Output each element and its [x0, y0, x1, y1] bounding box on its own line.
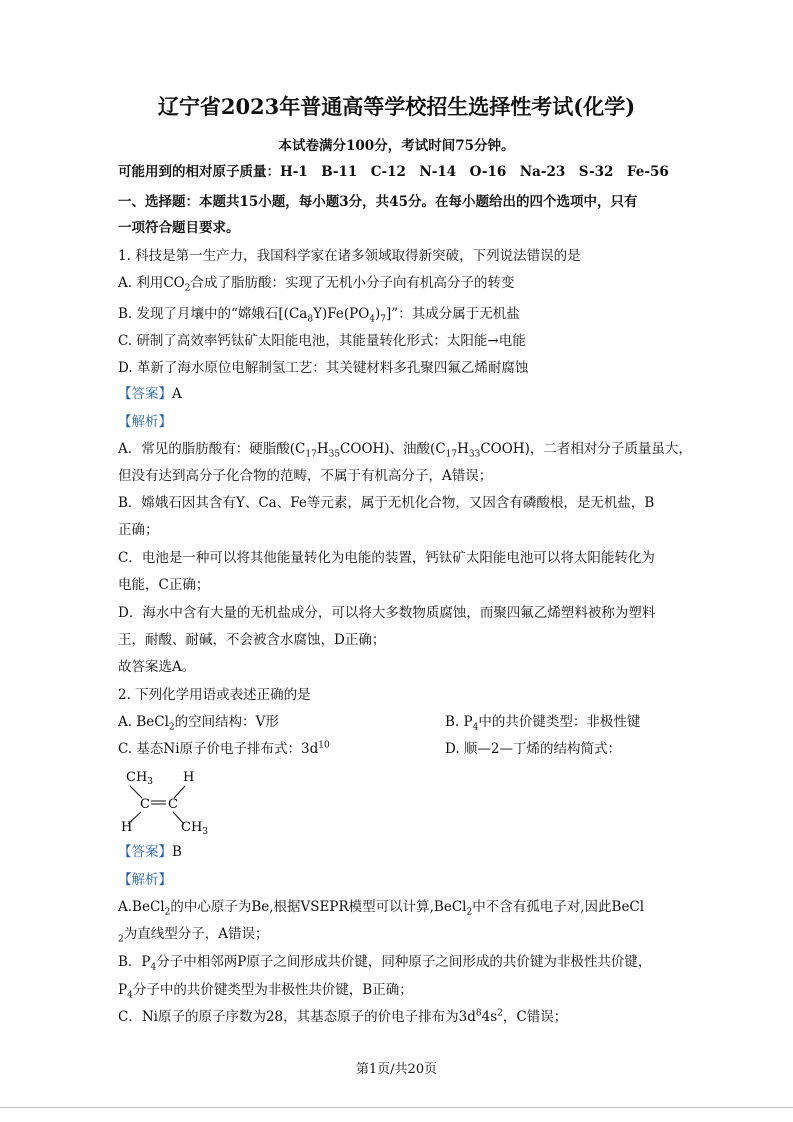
atomic-masses: 可能用到的相对原子质量：H-1 B-11 C-12 N-14 O-16 Na-23 S-32 Fe-56 [118, 164, 669, 180]
q1-analysis-b-line2: 正确； [118, 522, 159, 538]
q1-option-c: C. 研制了高效率钙钛矿太阳能电池，其能量转化形式：太阳能→电能 [118, 333, 526, 349]
q1-analysis-tag: 【解析】 [118, 414, 172, 430]
structure-ch3-top: $CH_3$ [126, 770, 154, 787]
q2-analysis-a-line1: A.BeCl$_2$的中心原子为Be,根据VSEPR模型可以计算,BeCl$_2$中不含有孤电子对,因此BeCl [118, 899, 645, 918]
structure-c-left: C [140, 797, 150, 812]
cis-2-butene-structure [112, 764, 222, 836]
q1-stem: 1. 科技是第一生产力，我国科学家在诸多领域取得新突破，下列说法错误的是 [118, 248, 581, 264]
q2-analysis-tag: 【解析】 [118, 872, 172, 888]
q2-analysis-c: C．Ni原子的原子序数为28，其基态原子的价电子排布为$3d^84s^2$，C错误； [118, 1008, 568, 1025]
q1-analysis-a-line2: 但没有达到高分子化合物的范畴，不属于有机高分子，A错误； [118, 468, 493, 484]
q1-analysis-b-line1: B．嫦娥石因其含有Y、Ca、Fe等元素，属于无机化合物，又因含有磷酸根，是无机盐，B [118, 495, 655, 511]
structure-c-right: C [168, 797, 178, 812]
q2-option-d: D. 顺—2—丁烯的结构简式： [445, 741, 622, 757]
q1-analysis-a-line1: A．常见的脂肪酸有：硬脂酸$(C_{17}H_{35}COOH)$、油酸$(C_{17}H_{33}COOH)$，二者相对分子质量虽大， [118, 441, 692, 460]
structure-h-top: H [183, 770, 195, 785]
q2-option-c: C. 基态Ni原子价电子排布式：$3d^{10}$ [118, 740, 330, 757]
q2-analysis-b-line1: B．$P_4$分子中相邻两P原子之间形成共价键，同种原子之间形成的共价键为非极性共价键， [118, 954, 652, 973]
structure-h-bottom: H [121, 820, 133, 835]
q2-stem: 2. 下列化学用语或表述正确的是 [118, 687, 311, 703]
q1-analysis-c-line2: 电能，C正确； [118, 577, 210, 593]
q2-answer: 【答案】B [118, 844, 182, 860]
q1-conclusion: 故答案选A。 [118, 659, 196, 675]
answer-tag: 【答案】 [118, 844, 172, 860]
structure-ch3-bottom: $CH_3$ [181, 820, 209, 836]
exam-info: 本试卷满分100分，考试时间75分钟。 [278, 138, 515, 154]
section-heading-line2: 一项符合题目要求。 [118, 220, 240, 236]
q1-option-b: B. 发现了月壤中的“嫦娥石$[(Ca_8Y)Fe(PO_4)_7]$”：其成分属于无机盐 [118, 306, 520, 325]
q2-option-a: A. BeCl$_2$的空间结构：V形 [118, 714, 279, 733]
exam-title: 辽宁省2023年普通高等学校招生选择性考试(化学) [157, 94, 636, 119]
q1-analysis-d-line2: 王，耐酸、耐碱，不会被含水腐蚀，D正确； [118, 632, 386, 648]
answer-tag: 【答案】 [118, 386, 172, 402]
q1-analysis-c-line1: C．电池是一种可以将其他能量转化为电能的装置，钙钛矿太阳能电池可以将太阳能转化为 [118, 550, 655, 566]
q2-analysis-a-line2: $_2$为直线型分子，A错误； [118, 926, 269, 945]
q2-analysis-b-line2: $P_4$分子中的共价键类型为非极性共价键，B正确； [118, 982, 413, 1001]
q1-option-a: A. 利用$CO_2$合成了脂肪酸：实现了无机小分子向有机高分子的转变 [118, 275, 515, 294]
q1-option-d: D. 革新了海水原位电解制氢工艺：其关键材料多孔聚四氟乙烯耐腐蚀 [118, 360, 529, 376]
q1-answer: 【答案】A [118, 386, 182, 402]
q1-analysis-d-line1: D．海水中含有大量的无机盐成分，可以将大多数物质腐蚀，而聚四氟乙烯塑料被称为塑料 [118, 605, 656, 621]
section-heading-line1: 一、选择题：本题共15小题，每小题3分，共45分。在每小题给出的四个选项中，只有 [118, 194, 638, 210]
q2-option-b: B. $P_4$中的共价键类型：非极性键 [445, 714, 641, 733]
page-footer: 第1页/共20页 [355, 1062, 438, 1077]
bottom-divider [0, 1107, 793, 1108]
